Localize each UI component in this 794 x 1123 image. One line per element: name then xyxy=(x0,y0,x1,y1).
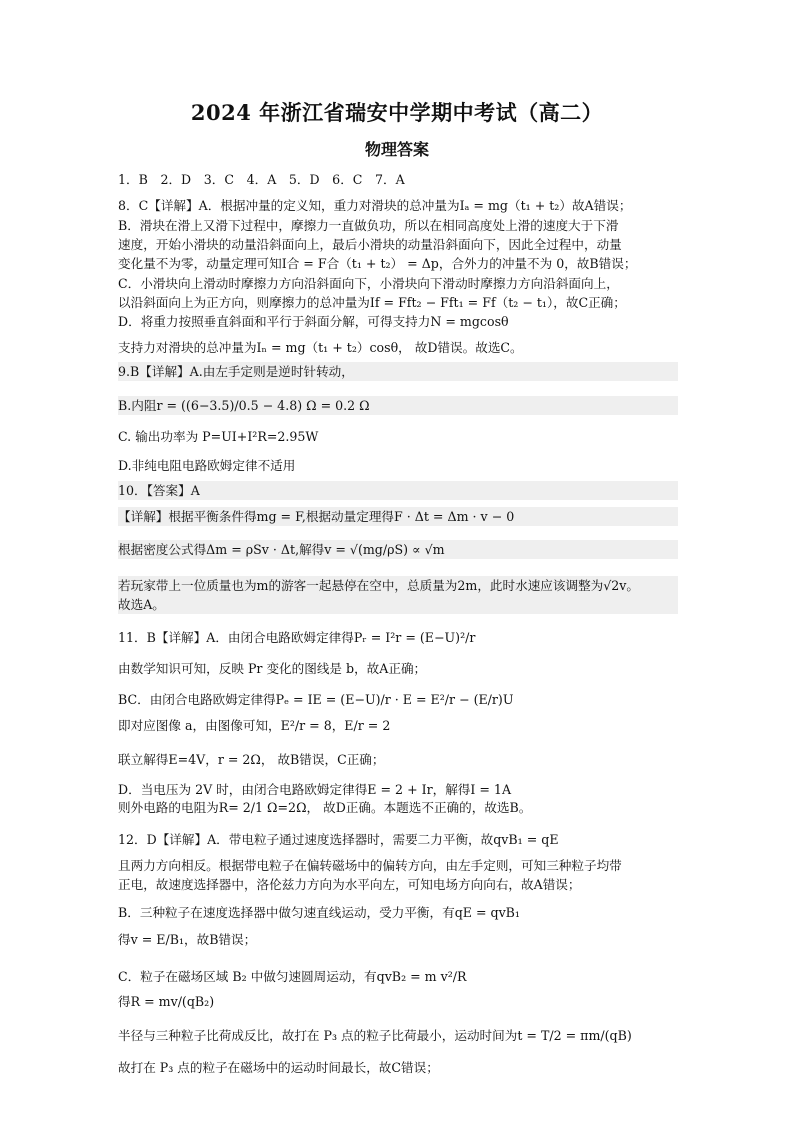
q8-line-5: C．小滑块向上滑动时摩擦力方向沿斜面向下，小滑块向下滑动时摩擦力方向沿斜面向上， xyxy=(118,276,619,291)
q9-line-3: C. 输出功率为 P=UI+I²R=2.95W xyxy=(118,429,319,444)
q12-line-3: 正电，故速度选择器中，洛伦兹力方向为水平向左，可知电场方向向右，故A错误； xyxy=(118,877,581,892)
q10-line-4: 若玩家带上一位质量也为m的游客一起悬停在空中，总质量为2m，此时水速应该调整为√2v。 xyxy=(118,576,678,595)
answers-line-1-7: 1．B 2．D 3．C 4．A 5．D 6．C 7．A xyxy=(118,172,405,187)
q8-line-2: B．滑块在滑上又滑下过程中，摩擦力一直做负功，所以在相同高度处上滑的速度大于下滑 xyxy=(118,218,619,233)
q11-line-5: 联立解得E=4V，r = 2Ω， 故B错误，C正确； xyxy=(118,752,385,767)
q10-line-5: 故选A。 xyxy=(118,595,678,614)
q12-line-7: 得R = mv/(qB₂) xyxy=(118,994,215,1009)
q12-line-8: 半径与三种粒子比荷成反比，故打在 P₃ 点的粒子比荷最小，运动时间为t = T/2 = πm/(qB) xyxy=(118,1028,632,1043)
q9-line-4: D.非纯电阻电路欧姆定律不适用 xyxy=(118,458,296,473)
q8-line-8: 支持力对滑块的总冲量为Iₙ = mg（t₁ + t₂）cosθ， 故D错误。故选C。 xyxy=(118,340,523,355)
page-subtitle: 物理答案 xyxy=(364,140,429,159)
q12-line-1: 12．D【详解】A．带电粒子通过速度选择器时，需要二力平衡，故qvB₁ = qE xyxy=(118,832,559,847)
q8-line-3: 速度，开始小滑块的动量沿斜面向上，最后小滑块的动量沿斜面向下，因此全过程中，动量 xyxy=(118,237,622,252)
q8-line-4: 变化量不为零，动量定理可知I合 = F合（t₁ + t₂） = Δp，合外力的冲量不为 0，故B错误； xyxy=(118,256,637,271)
q12-line-9: 故打在 P₃ 点的粒子在磁场中的运动时间最长，故C错误； xyxy=(118,1060,439,1075)
q10-line-2: 【详解】根据平衡条件得mg = F,根据动量定理得F · Δt = Δm · v − 0 xyxy=(118,507,678,526)
q11-line-3: BC．由闭合电路欧姆定律得Pₑ = IE = (E−U)/r · E = E²/r − (E/r)U xyxy=(118,692,514,707)
q12-line-4: B．三种粒子在速度选择器中做匀速直线运动，受力平衡，有qE = qvB₁ xyxy=(118,905,520,920)
q11-line-6: D．当电压为 2V 时，由闭合电路欧姆定律得E = 2 + Ir，解得I = 1A xyxy=(118,782,512,797)
q12-line-5: 得v = E/B₁，故B错误； xyxy=(118,932,257,947)
page-title: 2024 年浙江省瑞安中学期中考试（高二） xyxy=(190,100,604,125)
q11-line-2: 由数学知识可知，反映 Pr 变化的图线是 b，故A正确； xyxy=(118,661,427,676)
q11-line-7: 则外电路的电阻为R= 2/1 Ω=2Ω， 故D正确。本题选不正确的，故选B。 xyxy=(118,800,532,815)
q9-line-2: B.内阻r = ((6−3.5)/0.5 − 4.8) Ω = 0.2 Ω xyxy=(118,396,678,415)
q11-line-1: 11．B【详解】A．由闭合电路欧姆定律得Pᵣ = I²r = (E−U)²/r xyxy=(118,630,476,645)
q9-line-1: 9.B【详解】A.由左手定则是逆时针转动， xyxy=(118,362,678,381)
q11-line-4: 即对应图像 a，由图像可知，E²/r = 8，E/r = 2 xyxy=(118,718,391,733)
q10-line-3: 根据密度公式得Δm = ρSv · Δt,解得v = √(mg/ρS) ∝ √m xyxy=(118,540,678,559)
q10-line-1: 10．【答案】A xyxy=(118,481,678,500)
q8-line-1: 8．C【详解】A．根据冲量的定义知，重力对滑块的总冲量为Iₐ = mg（t₁ + t₂）故A错误； xyxy=(118,198,632,213)
q12-line-6: C．粒子在磁场区域 B₂ 中做匀速圆周运动，有qvB₂ = m v²/R xyxy=(118,969,467,984)
q12-line-2: 且两力方向相反。根据带电粒子在偏转磁场中的偏转方向，由左手定则，可知三种粒子均带 xyxy=(118,858,622,873)
q8-line-7: D．将重力按照垂直斜面和平行于斜面分解，可得支持力N = mgcosθ xyxy=(118,314,509,329)
q8-line-6: 以沿斜面向上为正方向，则摩擦力的总冲量为If = Fft₂ − Fft₁ = Ff（t₂ − t₁），故C正确； xyxy=(118,295,626,310)
